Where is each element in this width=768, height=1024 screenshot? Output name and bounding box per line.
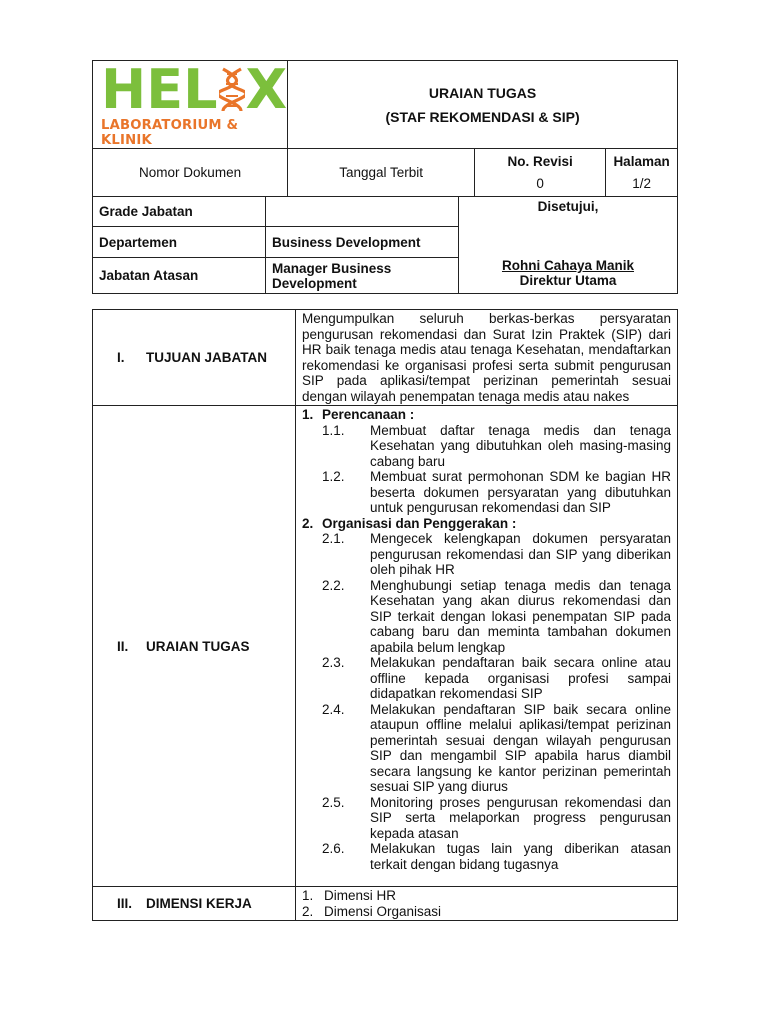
task-item [302, 469, 671, 516]
dimensi-text: Dimensi HR [324, 888, 397, 903]
section-number: II. [117, 638, 129, 654]
dimensi-text: Dimensi Organisasi [324, 903, 442, 919]
group-heading [302, 516, 671, 532]
halaman-cell [606, 149, 678, 197]
task-item [302, 423, 671, 470]
task-text: Melakukan pendaftaran SIP baik secara online ataupun offline melalui aplikasi/tempat perizinan pemerintah sesuai dengan wilayah pengurusan SIP dan mengambil SIP apabila harus diambil secara langsung ke kantor perizinan pemerintah sesuai SIP yang diurus [370, 701, 671, 794]
departemen-value-text: Business Development [272, 234, 421, 250]
task-number: 1.2. [322, 469, 345, 484]
jabatan-atasan-label-text: Jabatan Atasan [99, 268, 199, 283]
jabatan-atasan-value [266, 258, 459, 294]
no-revisi-label: No. Revisi [507, 153, 573, 169]
approver-name: Rohni Cahaya Manik [501, 258, 635, 273]
tujuan-text: Mengumpulkan seluruh berkas-berkas persyaratan pengurusan rekomendasi dan Surat Izin Praktek (SIP) dari HR baik tenaga medis atau tenaga Kesehatan, mendaftarkan rekomendasi ke organisasi profesi serta submit pengurusan SIP pada aplikasi/tempat perizinan pemerintah sesuai dengan wilayah penempatan tenaga medis atau nakes [302, 311, 671, 404]
disetujui-label: Disetujui, [537, 199, 599, 214]
task-item [302, 531, 671, 578]
helix-logo [93, 58, 288, 148]
no-revisi-cell [475, 149, 606, 197]
dimensi-kerja-content [296, 887, 678, 921]
task-item [302, 841, 671, 872]
task-text: Membuat daftar tenaga medis dan tenaga Kesehatan yang dibutuhkan oleh masing-masing cabang baru [370, 422, 671, 469]
task-text: Monitoring proses pengurusan rekomendasi dan SIP serta melaporkan progress pengurusan kepada atasan [370, 794, 671, 841]
section-uraian-tugas [93, 406, 296, 887]
logo-cell [93, 58, 288, 149]
uraian-tugas-content [296, 406, 678, 887]
logo-letter: H [101, 58, 147, 121]
tanggal-terbit-label: Tanggal Terbit [339, 165, 424, 180]
grade-jabatan-value [266, 197, 459, 227]
halaman-value: 1/2 [632, 175, 651, 191]
task-text: Mengecek kelengkapan dokumen persyaratan pengurusan rekomendasi dan SIP yang diberikan oleh pihak HR [370, 531, 671, 577]
task-number: 2.6. [322, 841, 345, 856]
task-text: Membuat surat permohonan SDM ke bagian HR beserta dokumen persyaratan yang dibutuhkan untuk pengurusan rekomendasi dan SIP [370, 469, 671, 515]
jabatan-atasan-line-1: Manager Business [272, 260, 392, 276]
title-line-1: URAIAN TUGAS [428, 84, 537, 101]
dimensi-item [302, 888, 671, 904]
task-number: 2.4. [322, 701, 345, 717]
group-number: 2. [302, 515, 314, 531]
task-text: Melakukan tugas lain yang diberikan atasan terkait dengan bidang tugasnya [370, 841, 671, 872]
task-number: 1.1. [322, 422, 345, 438]
logo-letter: E [146, 58, 184, 121]
task-number: 2.3. [322, 655, 345, 670]
document-title [288, 61, 678, 149]
nomor-dokumen-cell [93, 149, 288, 197]
section-number: III. [117, 896, 133, 911]
section-tujuan-jabatan [93, 310, 296, 406]
jabatan-atasan-line-2: Development [272, 275, 357, 291]
position-info-table [92, 196, 678, 294]
section-number: I. [117, 350, 125, 365]
group-title: Organisasi dan Penggerakan : [322, 515, 517, 531]
task-item [302, 702, 671, 795]
logo-wordmark [101, 58, 288, 121]
section-title: TUJUAN JABATAN [146, 350, 267, 365]
group-title: Perencanaan : [322, 407, 415, 422]
dimensi-number: 2. [302, 903, 314, 919]
dna-helix-icon [219, 67, 245, 113]
grade-label-text: Grade Jabatan [99, 204, 193, 219]
group-heading [302, 407, 671, 423]
approver-title: Direktur Utama [519, 273, 617, 288]
nomor-dokumen-label: Nomor Dokumen [139, 165, 242, 180]
section-title: DIMENSI KERJA [146, 896, 252, 911]
no-revisi-value: 0 [536, 175, 544, 191]
title-line-2: (STAF REKOMENDASI & SIP) [385, 108, 580, 125]
departemen-value [266, 227, 459, 258]
departemen-label-text: Departemen [99, 234, 178, 250]
jabatan-atasan-label [93, 258, 266, 294]
task-number: 2.2. [322, 577, 345, 593]
logo-subtitle: LABORATORIUM & KLINIK [101, 118, 239, 148]
task-number: 2.1. [322, 531, 345, 546]
halaman-label: Halaman [613, 153, 670, 169]
section-title: URAIAN TUGAS [146, 638, 250, 654]
departemen-label [93, 227, 266, 258]
dimensi-number: 1. [302, 888, 314, 903]
section-dimensi-kerja [93, 887, 296, 921]
tanggal-terbit-cell [288, 149, 475, 197]
dimensi-item [302, 904, 671, 920]
logo-letter: L [183, 58, 218, 121]
task-item [302, 795, 671, 842]
job-description-table [92, 309, 678, 921]
task-text: Menghubungi setiap tenaga medis dan tenaga Kesehatan yang akan diurus rekomendasi dan SIP terkait dengan lokasi penempatan SIP pada cabang baru dan meminta tambahan dokumen apabila belum lengkap [370, 577, 671, 655]
approval-cell [459, 197, 678, 294]
task-number: 2.5. [322, 794, 345, 810]
group-number: 1. [302, 407, 314, 422]
tujuan-jabatan-content [296, 310, 678, 406]
task-item [302, 655, 671, 702]
task-text: Melakukan pendaftaran baik secara online atau offline kepada organisasi profesi sampai didapatkan rekomendasi SIP [370, 655, 671, 701]
grade-jabatan-label [93, 197, 266, 227]
task-item [302, 578, 671, 656]
logo-letter: X [245, 58, 288, 121]
document-header-table [92, 60, 678, 197]
